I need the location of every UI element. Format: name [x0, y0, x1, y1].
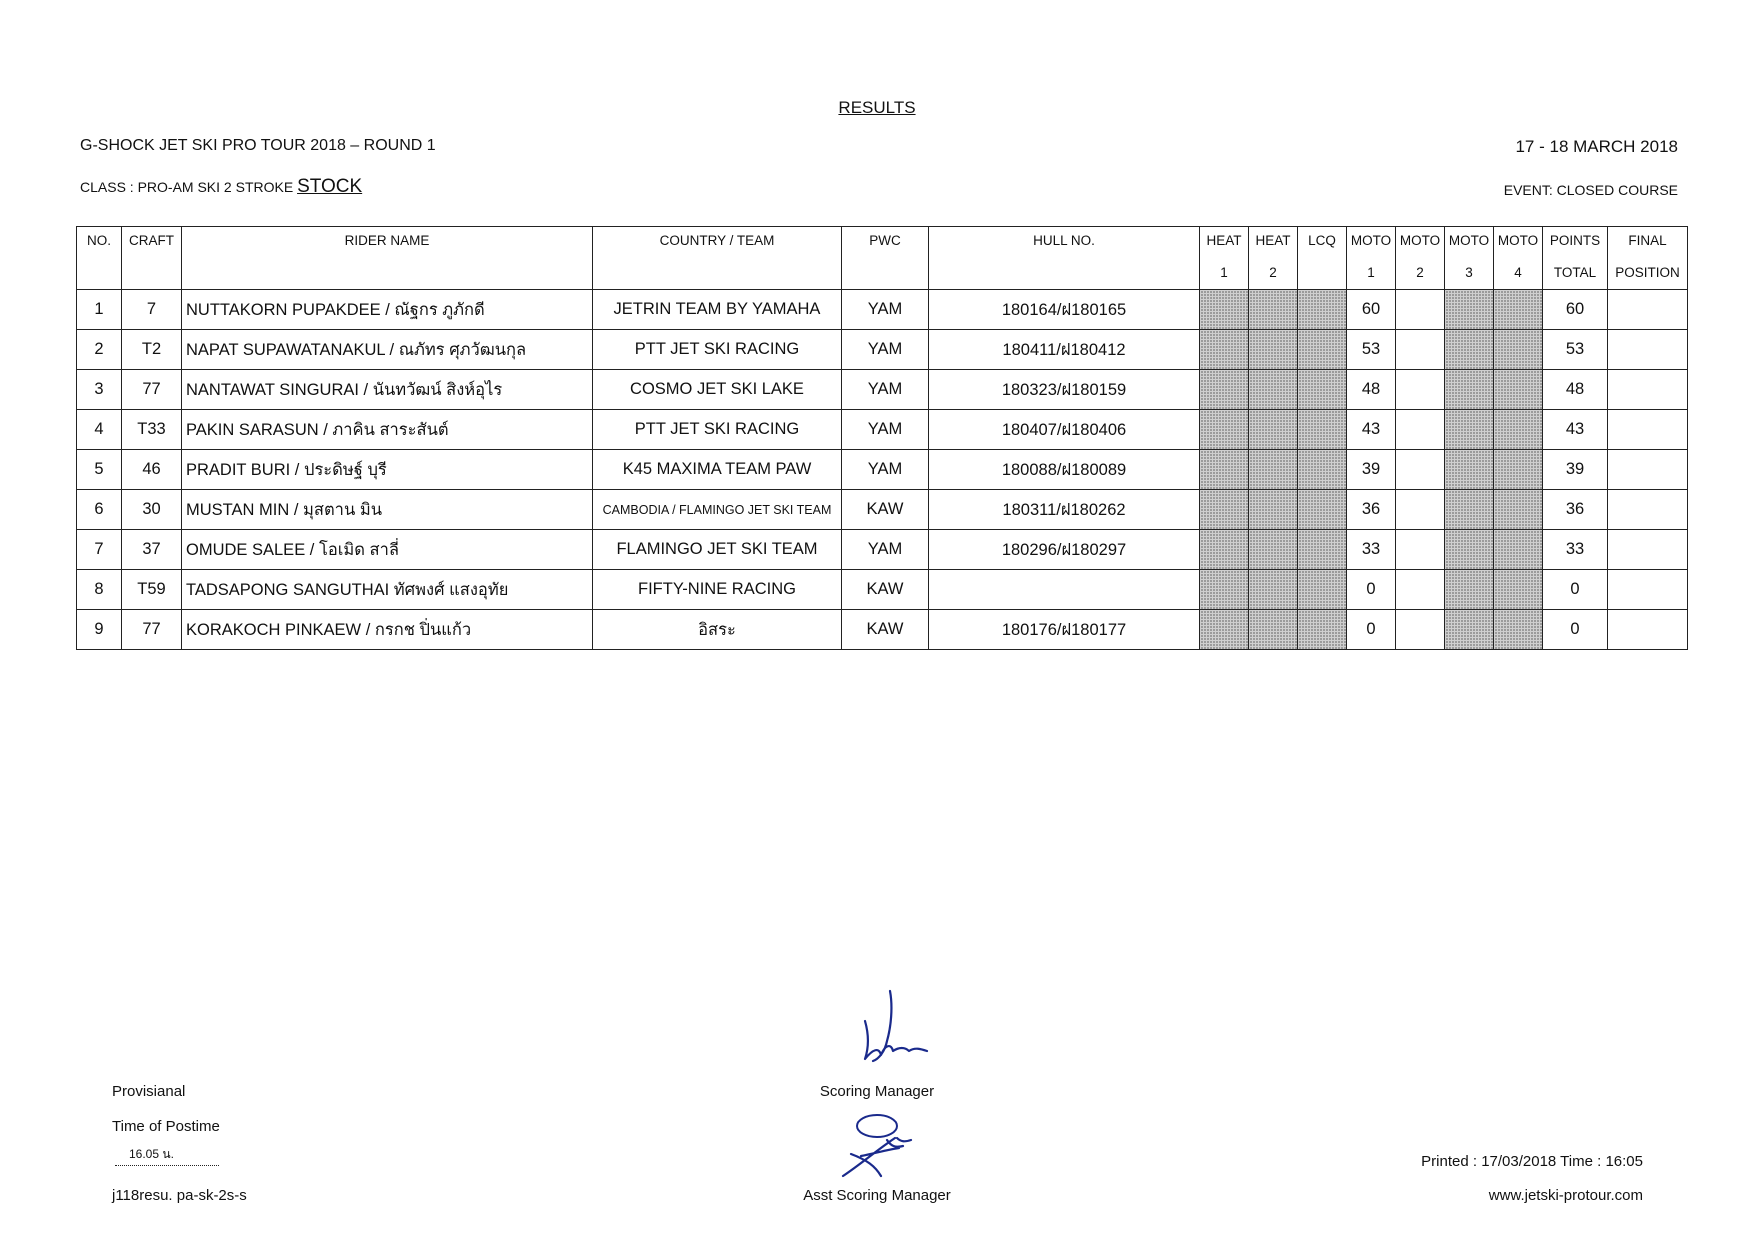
- cell-no: 3: [77, 370, 122, 410]
- column-header-label: NO.: [86, 233, 111, 248]
- cell-lcq: [1298, 450, 1347, 490]
- table-body: [77, 290, 1688, 650]
- cell-lcq: [1298, 570, 1347, 610]
- cell-no: 9: [77, 610, 122, 650]
- cell-craft: T2: [122, 330, 182, 370]
- cell-moto2: [1396, 450, 1445, 490]
- cell-heat2: [1249, 370, 1298, 410]
- cell-heat2: [1249, 610, 1298, 650]
- cell-craft: 77: [122, 370, 182, 410]
- cell-heat2: [1249, 570, 1298, 610]
- cell-pwc: YAM: [842, 410, 929, 450]
- column-header-sublabel: 2: [1416, 265, 1424, 280]
- cell-craft: T33: [122, 410, 182, 450]
- cell-heat1: [1200, 450, 1249, 490]
- cell-heat1: [1200, 530, 1249, 570]
- cell-rider: KORAKOCH PINKAEW / กรกช ปิ่นแก้ว: [182, 610, 593, 650]
- cell-final: [1608, 530, 1688, 570]
- cell-moto2: [1396, 370, 1445, 410]
- cell-lcq: [1298, 410, 1347, 450]
- cell-moto3: [1445, 610, 1494, 650]
- cell-lcq: [1298, 330, 1347, 370]
- cell-pwc: KAW: [842, 570, 929, 610]
- results-table: [76, 226, 1688, 650]
- cell-rider: PRADIT BURI / ประดิษฐ์ บุรี: [182, 450, 593, 490]
- cell-hull: 180311/ฝ180262: [929, 490, 1200, 530]
- cell-lcq: [1298, 490, 1347, 530]
- cell-moto1: 53: [1347, 330, 1396, 370]
- column-header: [1200, 227, 1249, 290]
- cell-final: [1608, 450, 1688, 490]
- cell-moto4: [1494, 570, 1543, 610]
- class-emphasis: STOCK: [297, 176, 363, 197]
- cell-moto2: [1396, 290, 1445, 330]
- column-header-label: COUNTRY / TEAM: [659, 233, 775, 248]
- cell-moto1: 60: [1347, 290, 1396, 330]
- cell-moto2: [1396, 330, 1445, 370]
- column-header-sublabel: TOTAL: [1553, 265, 1597, 280]
- table-header-row: [77, 227, 1688, 290]
- cell-heat1: [1200, 570, 1249, 610]
- cell-moto4: [1494, 450, 1543, 490]
- cell-moto1: 0: [1347, 570, 1396, 610]
- cell-moto3: [1445, 410, 1494, 450]
- cell-moto1: 33: [1347, 530, 1396, 570]
- cell-heat2: [1249, 410, 1298, 450]
- cell-hull: 180411/ฝ180412: [929, 330, 1200, 370]
- cell-moto4: [1494, 330, 1543, 370]
- cell-no: 6: [77, 490, 122, 530]
- cell-moto2: [1396, 530, 1445, 570]
- cell-moto4: [1494, 290, 1543, 330]
- cell-final: [1608, 570, 1688, 610]
- cell-moto4: [1494, 610, 1543, 650]
- table-row: [77, 610, 1688, 650]
- cell-rider: NUTTAKORN PUPAKDEE / ณัฐกร ภูภักดี: [182, 290, 593, 330]
- cell-craft: T59: [122, 570, 182, 610]
- cell-rider: NAPAT SUPAWATANAKUL / ณภัทร ศุภวัฒนกุล: [182, 330, 593, 370]
- cell-moto2: [1396, 410, 1445, 450]
- column-header: [842, 227, 929, 290]
- cell-final: [1608, 370, 1688, 410]
- column-header: [77, 227, 122, 290]
- provisional-label: Provisianal: [112, 1083, 186, 1100]
- column-header-label: MOTO: [1497, 233, 1539, 248]
- cell-pwc: KAW: [842, 490, 929, 530]
- column-header-label: HEAT: [1255, 233, 1291, 248]
- scoring-manager-label: Scoring Manager: [819, 1083, 935, 1100]
- column-header-sublabel: POSITION: [1615, 265, 1680, 280]
- cell-lcq: [1298, 610, 1347, 650]
- cell-moto4: [1494, 530, 1543, 570]
- cell-lcq: [1298, 290, 1347, 330]
- cell-final: [1608, 330, 1688, 370]
- cell-final: [1608, 290, 1688, 330]
- cell-no: 5: [77, 450, 122, 490]
- cell-heat2: [1249, 530, 1298, 570]
- column-header: [182, 227, 593, 290]
- cell-lcq: [1298, 530, 1347, 570]
- cell-team: PTT JET SKI RACING: [593, 330, 842, 370]
- cell-hull: 180407/ฝ180406: [929, 410, 1200, 450]
- column-header: [1396, 227, 1445, 290]
- cell-rider: MUSTAN MIN / มุสตาน มิน: [182, 490, 593, 530]
- cell-moto1: 43: [1347, 410, 1396, 450]
- cell-rider: NANTAWAT SINGURAI / นันทวัฒน์ สิงห์อุไร: [182, 370, 593, 410]
- event-date: 17 - 18 MARCH 2018: [1515, 137, 1678, 156]
- cell-pwc: YAM: [842, 330, 929, 370]
- cell-pwc: YAM: [842, 290, 929, 330]
- cell-moto3: [1445, 530, 1494, 570]
- cell-moto1: 36: [1347, 490, 1396, 530]
- cell-hull: 180296/ฝ180297: [929, 530, 1200, 570]
- cell-craft: 77: [122, 610, 182, 650]
- cell-no: 4: [77, 410, 122, 450]
- cell-pwc: KAW: [842, 610, 929, 650]
- cell-hull: 180176/ฝ180177: [929, 610, 1200, 650]
- cell-rider: PAKIN SARASUN / ภาคิน สาระสันต์: [182, 410, 593, 450]
- column-header-label: LCQ: [1308, 233, 1336, 248]
- table-row: [77, 570, 1688, 610]
- table-row: [77, 370, 1688, 410]
- column-header-label: HEAT: [1206, 233, 1242, 248]
- table-row: [77, 410, 1688, 450]
- class-label: CLASS : PRO-AM SKI 2 STROKE: [80, 179, 298, 195]
- column-header: [122, 227, 182, 290]
- cell-craft: 46: [122, 450, 182, 490]
- cell-moto3: [1445, 290, 1494, 330]
- cell-heat1: [1200, 330, 1249, 370]
- cell-heat2: [1249, 330, 1298, 370]
- column-header: [1445, 227, 1494, 290]
- column-header-sublabel: 1: [1220, 265, 1228, 280]
- cell-rider: OMUDE SALEE / โอเมิด สาลี่: [182, 530, 593, 570]
- cell-hull: 180323/ฝ180159: [929, 370, 1200, 410]
- document-title: RESULTS: [838, 98, 916, 117]
- cell-moto3: [1445, 330, 1494, 370]
- cell-no: 8: [77, 570, 122, 610]
- cell-final: [1608, 610, 1688, 650]
- cell-heat1: [1200, 490, 1249, 530]
- cell-craft: 37: [122, 530, 182, 570]
- cell-total: 53: [1543, 330, 1608, 370]
- column-header-label: HULL NO.: [1033, 233, 1095, 248]
- cell-team: K45 MAXIMA TEAM PAW: [593, 450, 842, 490]
- cell-heat2: [1249, 490, 1298, 530]
- website-url: www.jetski-protour.com: [1488, 1187, 1643, 1204]
- column-header: [1608, 227, 1688, 290]
- column-header-label: MOTO: [1399, 233, 1441, 248]
- cell-team: FIFTY-NINE RACING: [593, 570, 842, 610]
- cell-pwc: YAM: [842, 370, 929, 410]
- column-header-label: POINTS: [1549, 233, 1601, 248]
- cell-total: 36: [1543, 490, 1608, 530]
- cell-no: 1: [77, 290, 122, 330]
- cell-pwc: YAM: [842, 450, 929, 490]
- cell-no: 7: [77, 530, 122, 570]
- column-header-label: MOTO: [1350, 233, 1392, 248]
- table-row: [77, 530, 1688, 570]
- cell-moto3: [1445, 370, 1494, 410]
- cell-moto3: [1445, 490, 1494, 530]
- cell-final: [1608, 490, 1688, 530]
- column-header-sublabel: 4: [1514, 265, 1522, 280]
- cell-heat2: [1249, 450, 1298, 490]
- cell-total: 0: [1543, 610, 1608, 650]
- column-header: [929, 227, 1200, 290]
- cell-moto4: [1494, 410, 1543, 450]
- class-line: [80, 176, 362, 198]
- column-header: [1249, 227, 1298, 290]
- cell-heat1: [1200, 410, 1249, 450]
- cell-heat1: [1200, 610, 1249, 650]
- column-header: [1298, 227, 1347, 290]
- postime-value: 16.05 น.: [115, 1145, 219, 1166]
- scoring-manager-signature: [835, 985, 945, 1085]
- column-header: [593, 227, 842, 290]
- cell-team: FLAMINGO JET SKI TEAM: [593, 530, 842, 570]
- cell-moto3: [1445, 450, 1494, 490]
- cell-total: 33: [1543, 530, 1608, 570]
- cell-moto4: [1494, 490, 1543, 530]
- postime-label: Time of Postime: [112, 1118, 220, 1135]
- cell-total: 39: [1543, 450, 1608, 490]
- cell-moto2: [1396, 490, 1445, 530]
- event-type: EVENT: CLOSED COURSE: [1503, 182, 1678, 198]
- table-row: [77, 330, 1688, 370]
- cell-moto1: 48: [1347, 370, 1396, 410]
- cell-moto3: [1445, 570, 1494, 610]
- table-row: [77, 290, 1688, 330]
- cell-team: PTT JET SKI RACING: [593, 410, 842, 450]
- asst-scoring-manager-signature: [825, 1110, 935, 1190]
- table-row: [77, 490, 1688, 530]
- cell-moto2: [1396, 610, 1445, 650]
- cell-team: CAMBODIA / FLAMINGO JET SKI TEAM: [593, 490, 842, 530]
- cell-heat1: [1200, 370, 1249, 410]
- cell-hull: [929, 570, 1200, 610]
- file-code: j118resu. pa-sk-2s-s: [112, 1187, 247, 1204]
- cell-lcq: [1298, 370, 1347, 410]
- cell-moto1: 39: [1347, 450, 1396, 490]
- cell-craft: 7: [122, 290, 182, 330]
- cell-craft: 30: [122, 490, 182, 530]
- column-header-sublabel: 2: [1269, 265, 1277, 280]
- event-name: G-SHOCK JET SKI PRO TOUR 2018 – ROUND 1: [80, 137, 436, 154]
- column-header-label: PWC: [869, 233, 901, 248]
- column-header-label: MOTO: [1448, 233, 1490, 248]
- column-header-label: CRAFT: [129, 233, 174, 248]
- cell-heat2: [1249, 290, 1298, 330]
- column-header: [1347, 227, 1396, 290]
- cell-team: COSMO JET SKI LAKE: [593, 370, 842, 410]
- asst-scoring-manager-label: Asst Scoring Manager: [803, 1187, 951, 1204]
- cell-total: 0: [1543, 570, 1608, 610]
- column-header-label: RIDER NAME: [344, 233, 430, 248]
- column-header-sublabel: 1: [1367, 265, 1375, 280]
- cell-rider: TADSAPONG SANGUTHAI ทัศพงศ์ แสงอุทัย: [182, 570, 593, 610]
- cell-hull: 180164/ฝ180165: [929, 290, 1200, 330]
- cell-team: อิสระ: [593, 610, 842, 650]
- cell-total: 48: [1543, 370, 1608, 410]
- cell-no: 2: [77, 330, 122, 370]
- table-row: [77, 450, 1688, 490]
- column-header: [1543, 227, 1608, 290]
- column-header-label: FINAL: [1628, 233, 1667, 248]
- cell-total: 60: [1543, 290, 1608, 330]
- cell-hull: 180088/ฝ180089: [929, 450, 1200, 490]
- cell-moto2: [1396, 570, 1445, 610]
- cell-team: JETRIN TEAM BY YAMAHA: [593, 290, 842, 330]
- cell-heat1: [1200, 290, 1249, 330]
- cell-total: 43: [1543, 410, 1608, 450]
- printed-timestamp: Printed : 17/03/2018 Time : 16:05: [1421, 1153, 1643, 1170]
- cell-final: [1608, 410, 1688, 450]
- cell-moto4: [1494, 370, 1543, 410]
- column-header-sublabel: 3: [1465, 265, 1473, 280]
- column-header: [1494, 227, 1543, 290]
- cell-moto1: 0: [1347, 610, 1396, 650]
- cell-pwc: YAM: [842, 530, 929, 570]
